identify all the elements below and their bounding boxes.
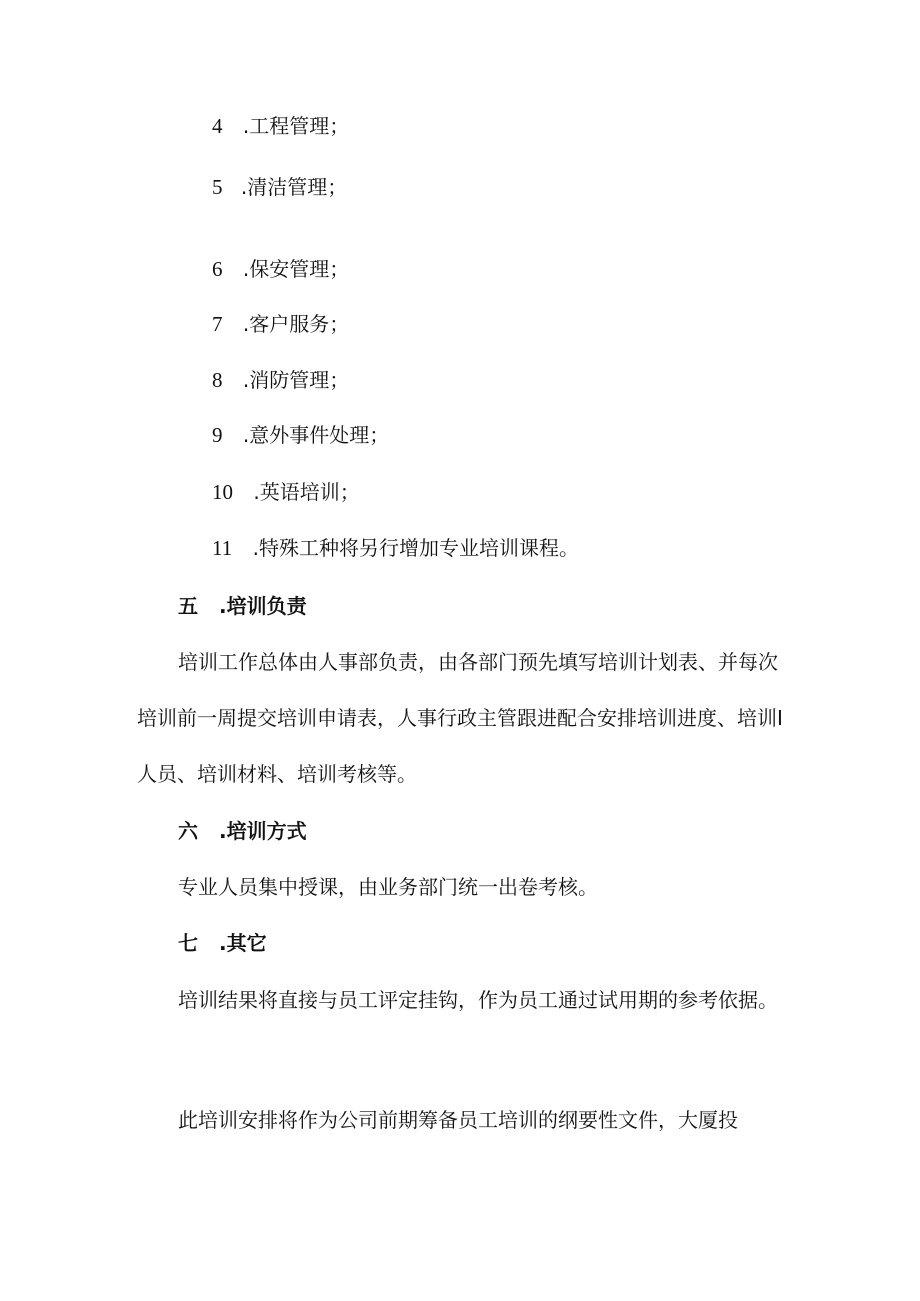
list-item-number: 8 (212, 368, 223, 392)
section-number: 七 (178, 931, 198, 955)
section-heading (178, 817, 307, 845)
list-item (212, 310, 349, 338)
list-item (212, 173, 347, 201)
paragraph-line: 培训工作总体由人事部负责，由各部门预先填写培训计划表、并每次 (178, 650, 778, 674)
list-item-text: .消防管理； (242, 368, 350, 392)
list-item (212, 478, 360, 506)
list-item-number: 4 (212, 114, 223, 138)
section-number: 六 (178, 819, 198, 843)
list-item-text: .意外事件处理； (242, 423, 390, 447)
section-title: .其它 (218, 931, 267, 955)
section-title: .培训负责 (218, 594, 307, 618)
section-heading (178, 929, 267, 957)
list-item (212, 112, 349, 140)
section-number: 五 (178, 594, 198, 618)
paragraph-line: 人员、培训材料、培训考核等。 (137, 762, 417, 786)
section-heading (178, 592, 307, 620)
list-item (212, 366, 349, 394)
closing-paragraph: 此培训安排将作为公司前期筹备员工培训的纲要性文件，大厦投 (178, 1108, 738, 1132)
paragraph-line: 培训前一周提交培训申请表，人事行政主管跟进配合安排培训进度、培训I (137, 706, 783, 730)
paragraph-line: 培训结果将直接与员工评定挂钩，作为员工通过试用期的参考依据。 (178, 988, 778, 1012)
paragraph-line: 专业人员集中授课，由业务部门统一出卷考核。 (178, 875, 598, 899)
list-item-number: 6 (212, 257, 223, 281)
list-item-text: .保安管理； (242, 257, 350, 281)
list-item-number: 7 (212, 312, 223, 336)
list-item-text: .工程管理； (242, 114, 350, 138)
list-item-text: .清洁管理； (240, 175, 348, 199)
list-item-number: 9 (212, 423, 223, 447)
list-item-number: 10 (212, 480, 233, 504)
list-item-number: 11 (212, 536, 233, 560)
list-item (212, 255, 349, 283)
section-title: .培训方式 (218, 819, 307, 843)
list-item-text: .特殊工种将另行增加专业培训课程。 (252, 536, 579, 560)
list-item-text: .英语培训； (253, 480, 360, 504)
list-item-number: 5 (212, 175, 223, 199)
list-item (212, 534, 579, 562)
list-item (212, 421, 389, 449)
list-item-text: .客户服务； (242, 312, 350, 336)
